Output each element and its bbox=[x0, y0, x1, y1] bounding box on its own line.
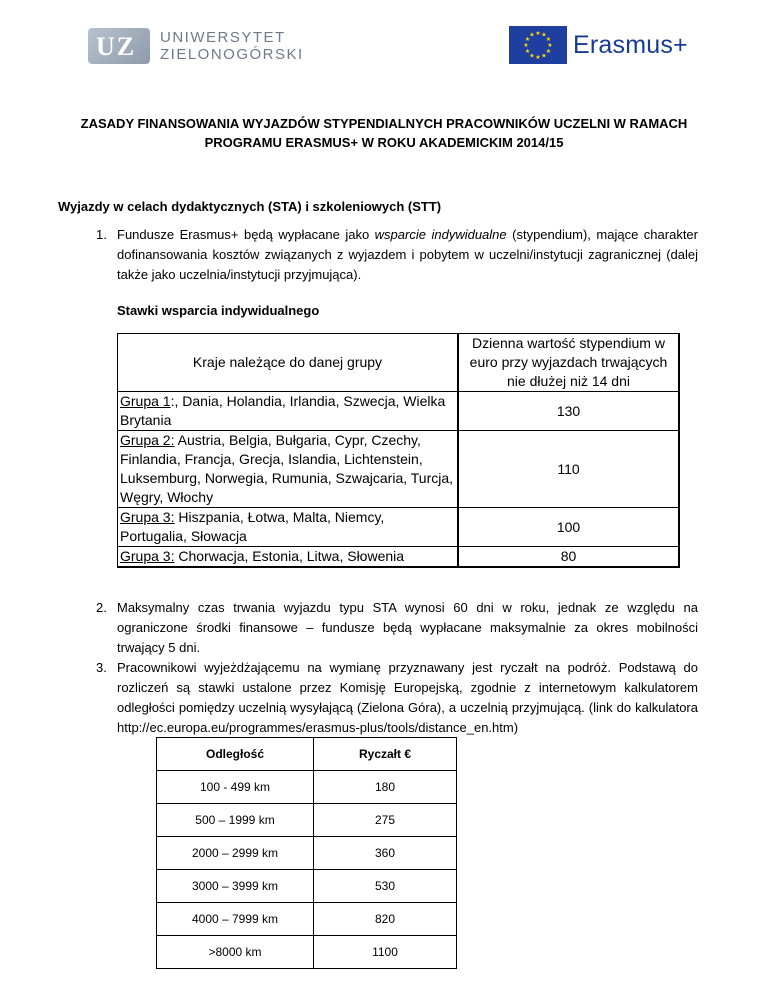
distance-table bbox=[156, 737, 457, 969]
rate-cell: 110 bbox=[458, 431, 679, 508]
title-line-1: ZASADY FINANSOWANIA WYJAZDÓW STYPENDIALNYCH PRACOWNIKÓW UCZELNI W RAMACH bbox=[80, 116, 688, 131]
university-logo-text: UNIWERSYTET ZIELONOGÓRSKI bbox=[160, 29, 304, 63]
table-row bbox=[157, 870, 457, 903]
group-cell: Grupa 3: Hiszpania, Łotwa, Malta, Niemcy, Portugalia, Słowacja bbox=[118, 508, 459, 547]
rate-cell: 80 bbox=[458, 547, 679, 568]
table-header-row bbox=[118, 334, 680, 392]
table-row bbox=[118, 431, 680, 508]
list-number: 2. bbox=[96, 600, 107, 615]
group-cell: Grupa 2: Austria, Belgia, Bułgaria, Cypr, Czechy, Finlandia, Francja, Grecja, Islandia, Lichtenstein, Luksemburg, Norwegia, Rumunia, Szwajcaria, Turcja, Węgry, Włochy bbox=[118, 431, 459, 508]
table-header-countries: Kraje należące do danej grupy bbox=[118, 334, 459, 392]
amount-cell: 820 bbox=[314, 903, 457, 936]
list-number: 1. bbox=[96, 227, 107, 242]
eu-star-icon: ★ bbox=[535, 55, 541, 61]
table-row bbox=[118, 547, 680, 568]
table-row bbox=[157, 837, 457, 870]
table-row bbox=[157, 771, 457, 804]
list-item-text: Maksymalny czas trwania wyjazdu typu STA wynosi 60 dni w roku, jednak ze względu na ograniczone środki finansowe – fundusze będą wypłacane maksymalnie za okres mobilności trwający 5 dni. bbox=[117, 600, 698, 655]
distance-cell: >8000 km bbox=[157, 936, 314, 969]
list-number: 3. bbox=[96, 660, 107, 675]
eu-star-icon: ★ bbox=[529, 53, 535, 60]
section-heading: Wyjazdy w celach dydaktycznych (STA) i szkoleniowych (STT) bbox=[58, 199, 442, 214]
table-header-distance: Odległość bbox=[157, 738, 314, 771]
group-label: Grupa 3: bbox=[120, 548, 175, 564]
table-header-daily-rate: Dzienna wartość stypendium w euro przy wyjazdach trwających nie dłużej niż 14 dni bbox=[458, 334, 679, 392]
table-header-lump-sum: Ryczałt € bbox=[314, 738, 457, 771]
distance-cell: 100 - 499 km bbox=[157, 771, 314, 804]
eu-star-icon: ★ bbox=[541, 32, 547, 39]
distance-cell: 4000 – 7999 km bbox=[157, 903, 314, 936]
eu-flag-icon bbox=[509, 26, 567, 64]
eu-star-icon: ★ bbox=[547, 43, 553, 49]
group-cell: Grupa 1:, Dania, Holandia, Irlandia, Szwecja, Wielka Brytania bbox=[118, 392, 459, 431]
title-line-2: PROGRAMU ERASMUS+ W ROKU AKADEMICKIM 2014/15 bbox=[204, 135, 564, 150]
table-row bbox=[118, 392, 680, 431]
amount-cell: 1100 bbox=[314, 936, 457, 969]
rates-subheading: Stawki wsparcia indywidualnego bbox=[117, 303, 320, 318]
list-item-1 bbox=[58, 225, 698, 285]
university-logo bbox=[78, 20, 320, 70]
list-item-3 bbox=[58, 658, 698, 738]
university-logo-mark: UZ bbox=[88, 28, 150, 64]
amount-cell: 180 bbox=[314, 771, 457, 804]
document-title bbox=[60, 114, 708, 152]
group-label: Grupa 3: bbox=[120, 509, 175, 525]
distance-cell: 500 – 1999 km bbox=[157, 804, 314, 837]
list-item-text: Pracownikowi wyjeżdżającemu na wymianę przyznawany jest ryczałt na podróż. Podstawą do rozliczeń są stawki ustalone przez Komisję Europejską, zgodnie z internetowym kalkulatorem odległości pomiędzy uczelnią wysyłającą (Zielona Góra), a uczelnią przyjmującą. (link do kalkulatora http://ec.europa.eu/programmes/erasmus-plus/tools/distance_en.htm) bbox=[117, 660, 698, 735]
group-cell: Grupa 3: Chorwacja, Estonia, Litwa, Słowenia bbox=[118, 547, 459, 568]
eu-star-icon: ★ bbox=[529, 32, 535, 39]
eu-star-icon: ★ bbox=[523, 43, 529, 49]
eu-star-icon: ★ bbox=[541, 53, 547, 60]
rate-cell: 100 bbox=[458, 508, 679, 547]
country-groups-table bbox=[117, 333, 680, 568]
distance-cell: 2000 – 2999 km bbox=[157, 837, 314, 870]
amount-cell: 530 bbox=[314, 870, 457, 903]
group-label: Grupa 1 bbox=[120, 393, 171, 409]
table-row bbox=[118, 508, 680, 547]
group-label: Grupa 2: bbox=[120, 432, 175, 448]
eu-star-icon: ★ bbox=[524, 49, 531, 55]
distance-cell: 3000 – 3999 km bbox=[157, 870, 314, 903]
eu-star-icon: ★ bbox=[545, 49, 552, 55]
table-row bbox=[157, 903, 457, 936]
eu-star-icon: ★ bbox=[524, 37, 531, 43]
eu-star-icon: ★ bbox=[545, 37, 552, 43]
eu-star-icon: ★ bbox=[535, 31, 541, 37]
list-item-text: Fundusze Erasmus+ będą wypłacane jako wsparcie indywidualne (stypendium), mające charakter dofinansowania kosztów związanych z wyjazdem i pobytem w uczelni/instytucji zagranicznej (dalej także jako uczelnia/instytucji przyjmująca). bbox=[117, 227, 698, 282]
amount-cell: 275 bbox=[314, 804, 457, 837]
table-row bbox=[157, 936, 457, 969]
table-header-row bbox=[157, 738, 457, 771]
rate-cell: 130 bbox=[458, 392, 679, 431]
list-item-2 bbox=[58, 598, 698, 658]
erasmus-logo bbox=[509, 25, 689, 69]
table-row bbox=[157, 804, 457, 837]
amount-cell: 360 bbox=[314, 837, 457, 870]
erasmus-logo-text: Erasmus+ bbox=[573, 31, 688, 59]
